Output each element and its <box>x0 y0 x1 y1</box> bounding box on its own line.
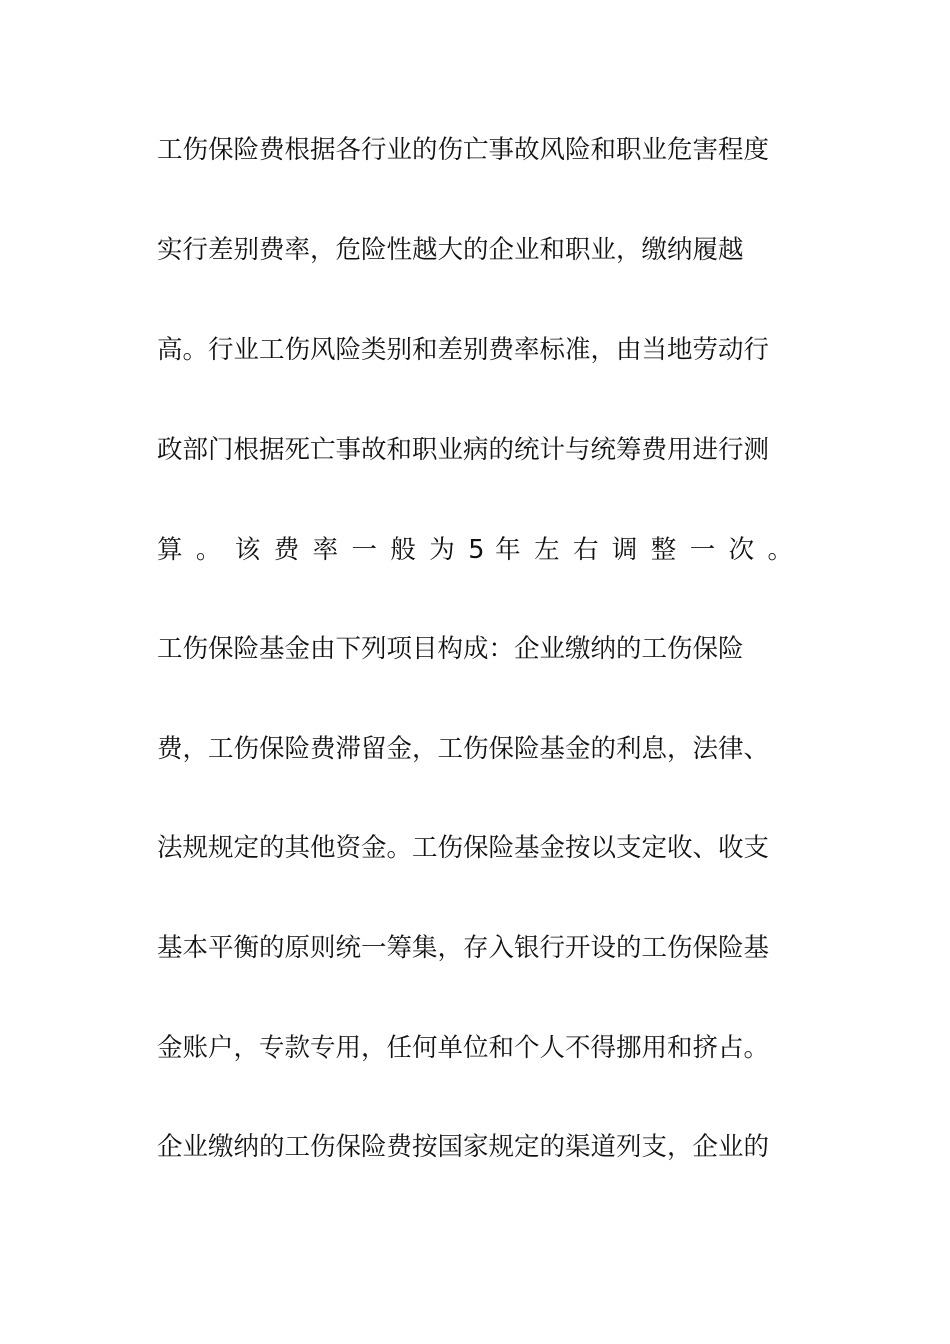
body-text-line: 企业缴纳的工伤保险费按国家规定的渠道列支，企业的 <box>157 1132 770 1162</box>
body-text-line: 费，工伤保险费滞留金，工伤保险基金的利息，法律、 <box>157 734 770 764</box>
body-text-line: 工伤保险费根据各行业的伤亡事故风险和职业危害程度 <box>157 135 770 165</box>
body-text-line: 算 。 该 费 率 一 般 为 5 年 左 右 调 整 一 次 。 <box>157 535 793 565</box>
body-text-line: 工伤保险基金由下列项目构成：企业缴纳的工伤保险 <box>157 634 744 664</box>
body-text-line: 法规规定的其他资金。工伤保险基金按以支定收、收支 <box>157 833 770 863</box>
body-text-line: 金账户，专款专用，任何单位和个人不得挪用和挤占。 <box>157 1033 770 1063</box>
body-text-line: 高。行业工伤风险类别和差别费率标准，由当地劳动行 <box>157 335 770 365</box>
body-text-line: 政部门根据死亡事故和职业病的统计与统筹费用进行测 <box>157 435 770 465</box>
body-text-line: 基本平衡的原则统一筹集，存入银行开设的工伤保险基 <box>157 933 770 963</box>
body-text-line: 实行差别费率，危险性越大的企业和职业，缴纳履越 <box>157 235 744 265</box>
